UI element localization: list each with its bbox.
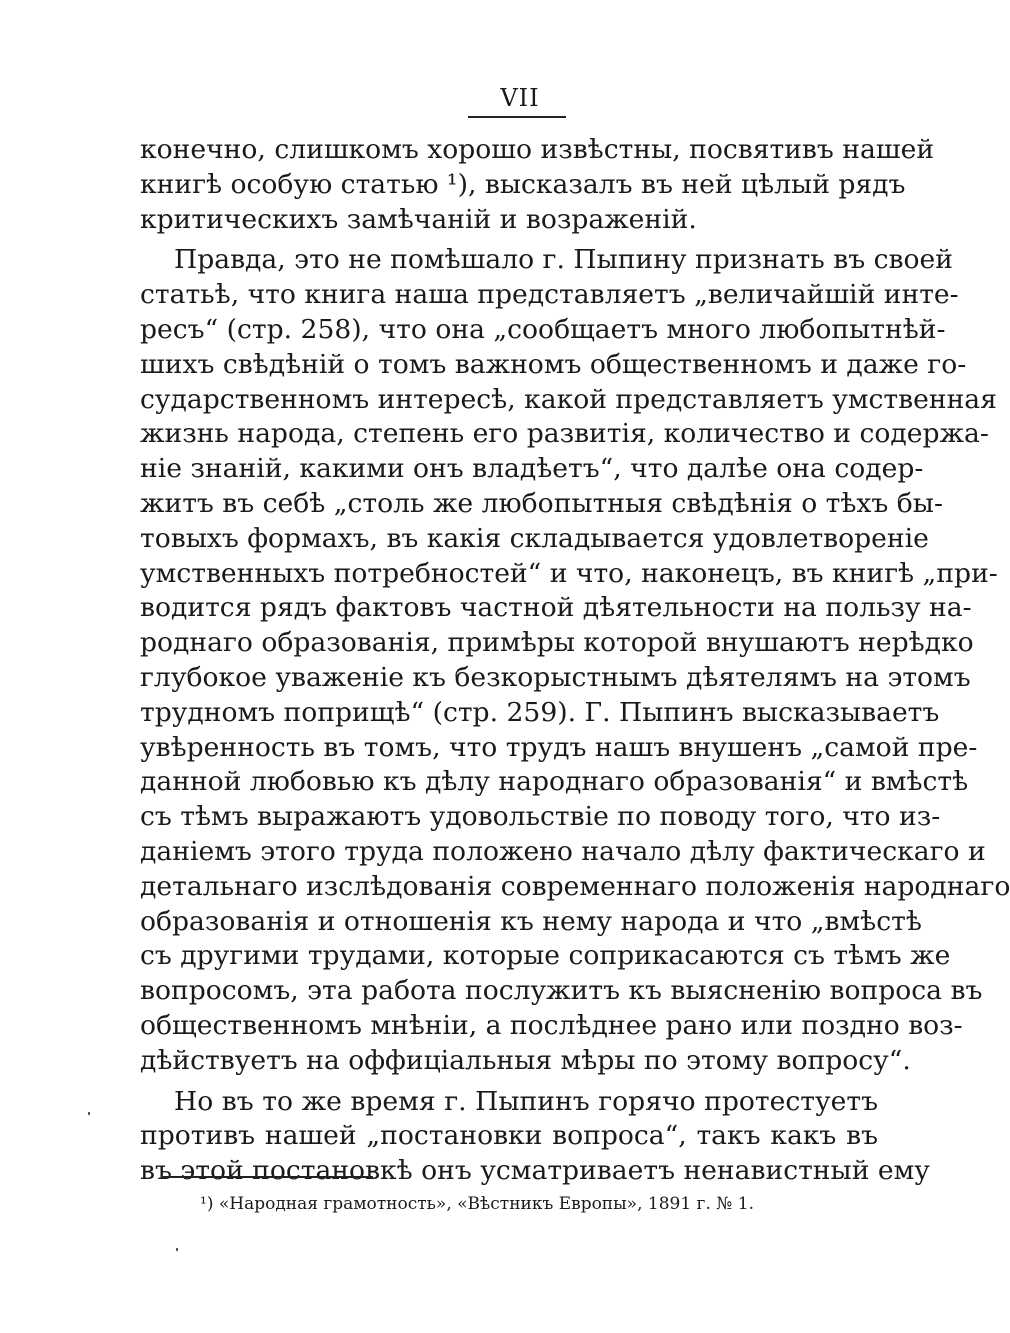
- text-line: критическихъ замѣчаній и возраженій.: [140, 203, 697, 235]
- header-rule: [468, 116, 566, 118]
- text-line: ресъ“ (стр. 258), что она „сообщаетъ много любопытнѣй-: [140, 313, 946, 345]
- text-line: съ другими трудами, которые соприкасаются съ тѣмъ же: [140, 940, 951, 972]
- text-line: съ тѣмъ выражаютъ удовольствіе по поводу того, что из-: [140, 801, 941, 833]
- text-line: глубокое уваженіе къ безкорыстнымъ дѣятелямъ на этомъ: [140, 661, 971, 693]
- scan-speck: [88, 1112, 90, 1115]
- text-line: шихъ свѣдѣній о томъ важномъ общественномъ и даже го-: [140, 348, 967, 380]
- text-line: житъ въ себѣ „столь же любопытныя свѣдѣнія о тѣхъ бы-: [140, 487, 943, 519]
- footnote: ¹) «Народная грамотность», «Вѣстникъ Европы», 1891 г. № 1.: [200, 1194, 754, 1214]
- footnote-rule: [163, 1176, 373, 1178]
- text-line: ніе знаній, какими онъ владѣетъ“, что далѣе она содер-: [140, 453, 924, 485]
- text-line: увѣренность въ томъ, что трудъ нашъ внушенъ „самой пре-: [140, 731, 978, 763]
- text-line: жизнь народа, степень его развитія, количество и содержа-: [140, 418, 989, 450]
- text-line: конечно, слишкомъ хорошо извѣстны, посвятивъ нашей: [140, 134, 935, 165]
- text-line: данной любовью къ дѣлу народнаго образованія“ и вмѣстѣ: [140, 766, 969, 798]
- text-line: противъ нашей „постановки вопроса“, такъ какъ въ: [140, 1120, 878, 1152]
- text-line: общественномъ мнѣніи, а послѣднее рано или поздно воз-: [140, 1009, 963, 1041]
- text-line: сударственномъ интересѣ, какой представляетъ умственная: [140, 383, 997, 415]
- text-line: дѣйствуетъ на оффиціальныя мѣры по этому вопросу“.: [140, 1044, 911, 1076]
- text-line: образованія и отношенія къ нему народа и что „вмѣстѣ: [140, 905, 922, 937]
- text-line: даніемъ этого труда положено начало дѣлу фактическаго и: [140, 835, 986, 867]
- text-line: трудномъ поприщѣ“ (стр. 259). Г. Пыпинъ высказываетъ: [140, 696, 940, 728]
- text-line: детальнаго изслѣдованія современнаго положенія народнаго: [140, 870, 1010, 902]
- text-line: товыхъ формахъ, въ какія складывается удовлетвореніе: [140, 522, 929, 554]
- text-line: Но въ то же время г. Пыпинъ горячо протестуетъ: [174, 1085, 878, 1117]
- text-line: вопросомъ, эта работа послужитъ къ выясненію вопроса въ: [140, 975, 983, 1007]
- text-line: книгѣ особую статью ¹), высказалъ въ ней цѣлый рядъ: [140, 168, 906, 200]
- page-number: VII: [500, 84, 540, 112]
- text-line: водится рядъ фактовъ частной дѣятельности на пользу на-: [140, 592, 972, 624]
- text-line: статьѣ, что книга наша представляетъ „величайшій инте-: [140, 279, 959, 311]
- text-line: роднаго образованія, примѣры которой внушаютъ нерѣдко: [140, 627, 974, 659]
- text-line: Правда, это не помѣшало г. Пыпину признать въ своей: [174, 244, 953, 276]
- body-text: [140, 133, 1010, 1189]
- scan-speck: [176, 1248, 178, 1251]
- text-line: въ этой постановкѣ онъ усматриваетъ ненавистный ему: [140, 1155, 930, 1187]
- text-line: умственныхъ потребностей“ и что, наконецъ, въ книгѣ „при-: [140, 557, 998, 589]
